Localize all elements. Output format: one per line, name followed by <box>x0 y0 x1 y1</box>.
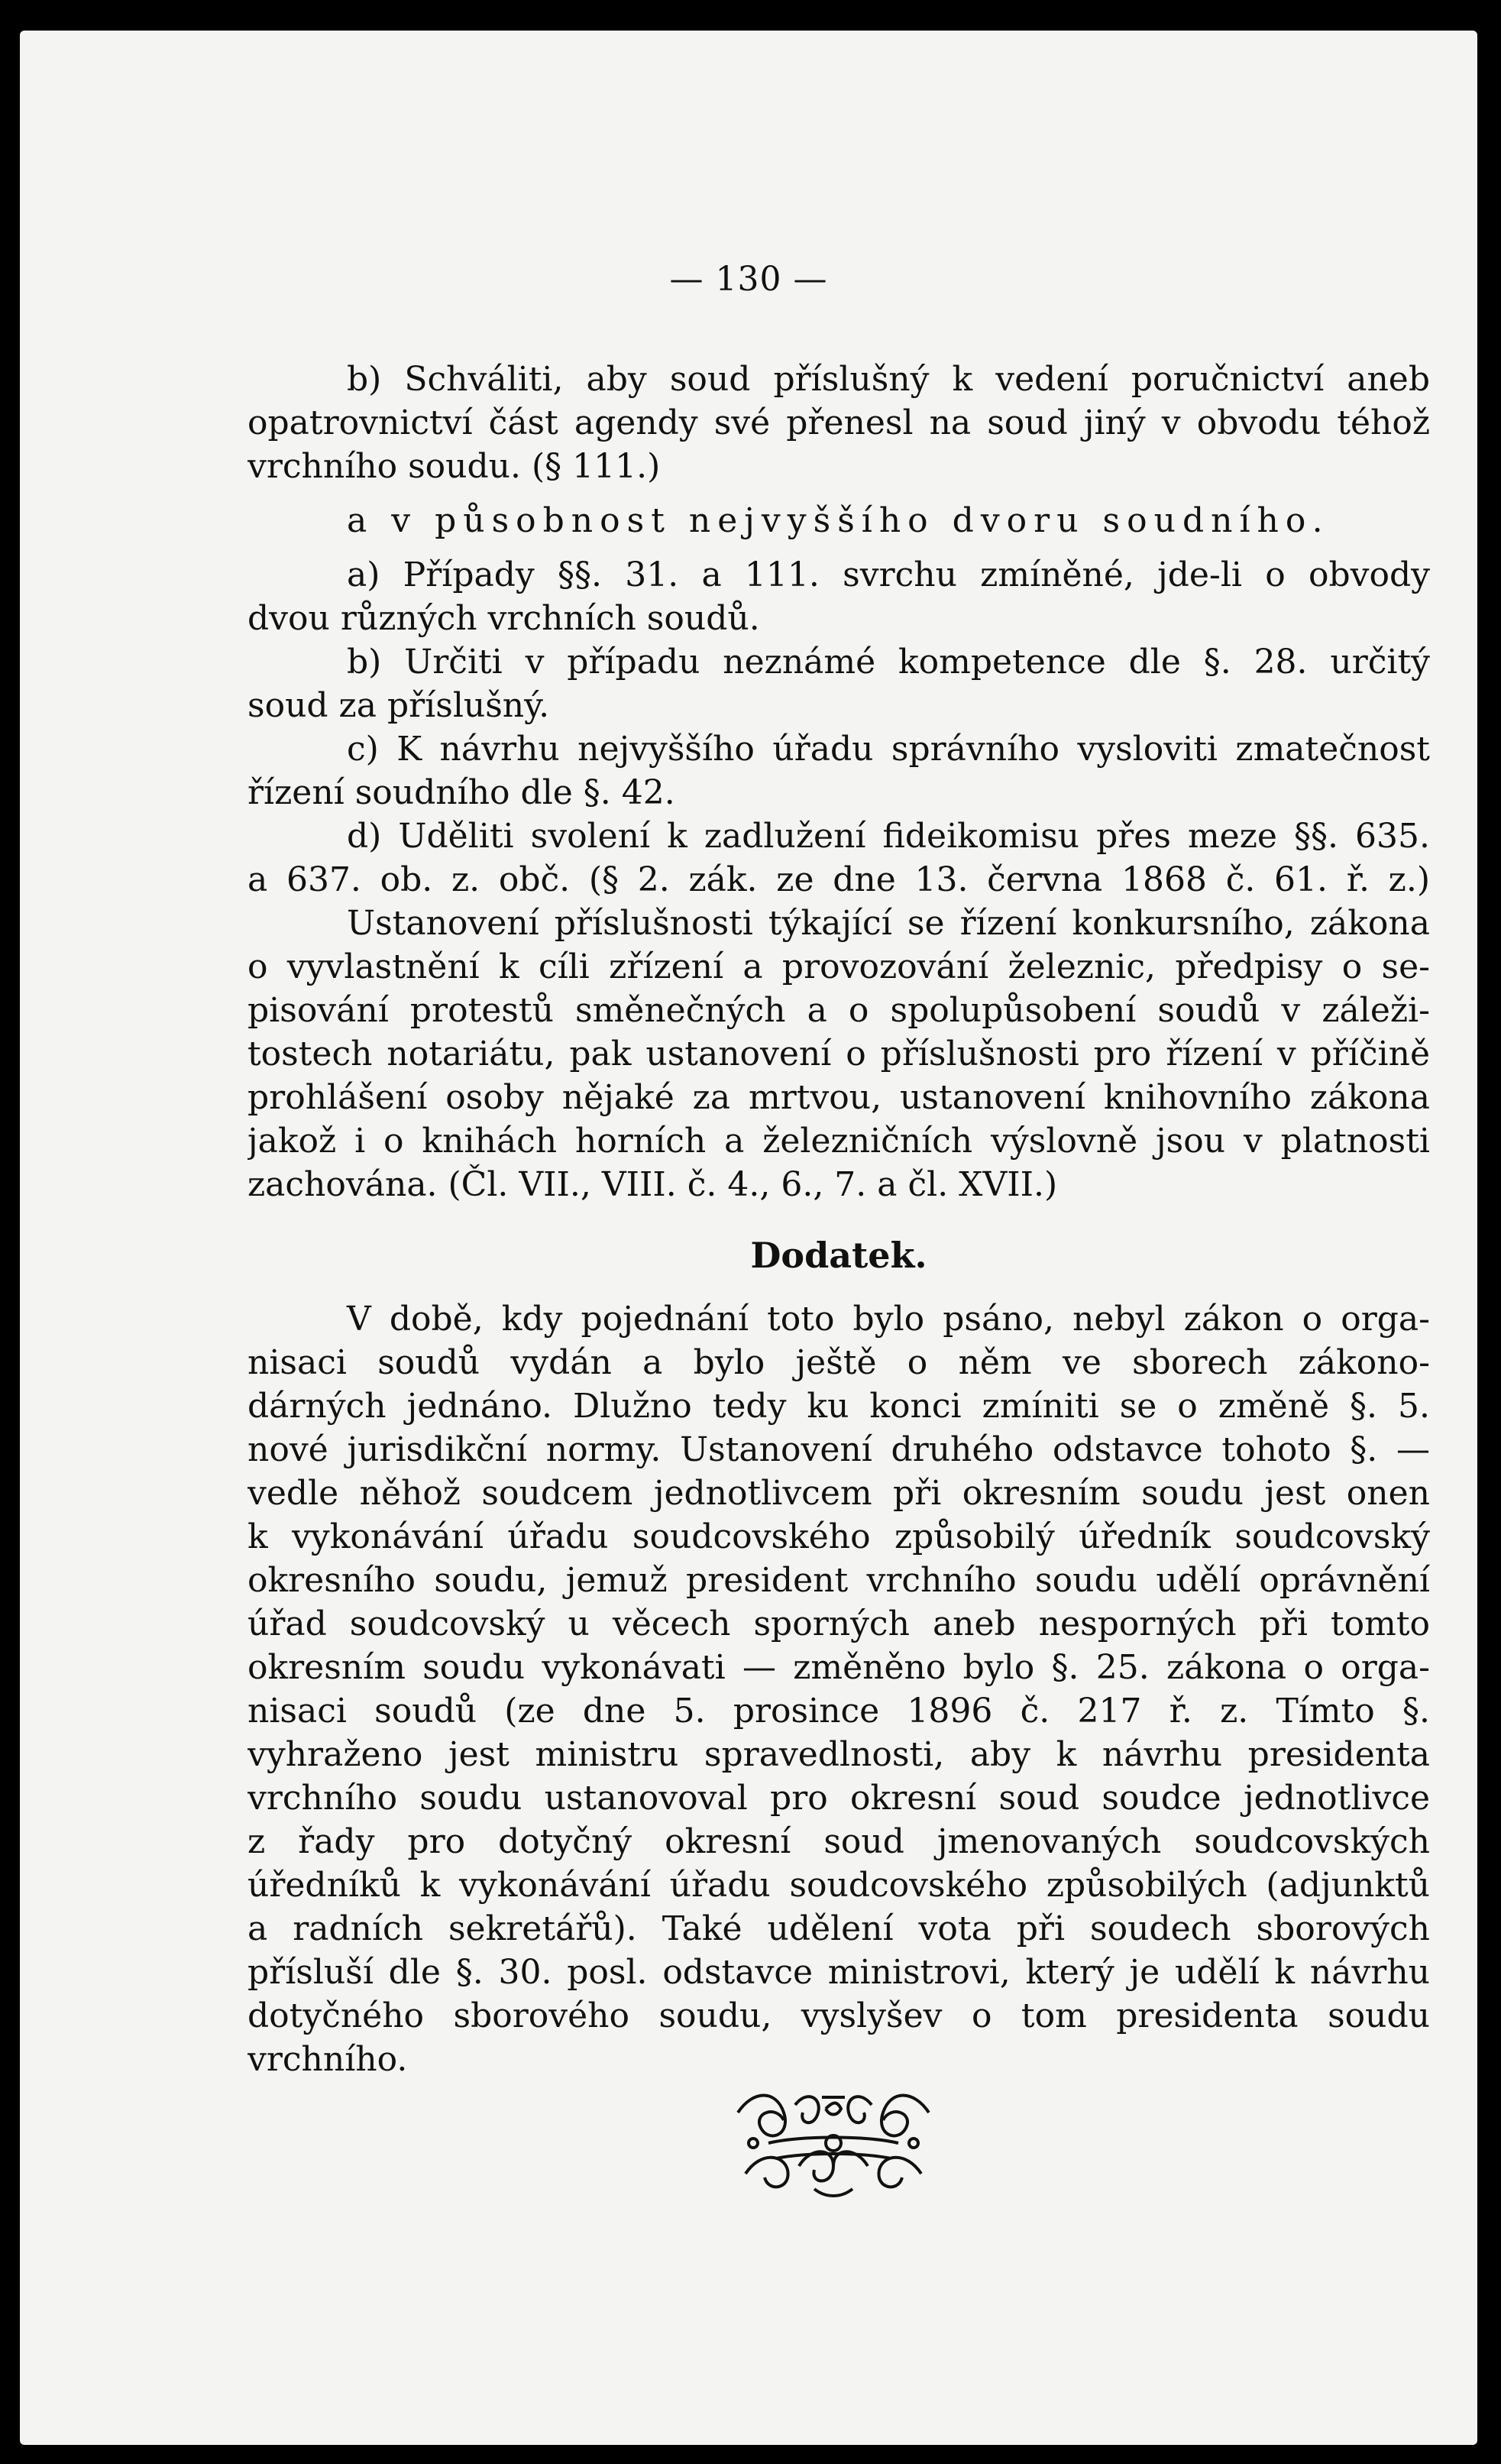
text-line: řízení soudního dle §. 42. <box>247 773 675 812</box>
dodatek-heading: Dodatek. <box>750 1235 927 1276</box>
text-line: nisaci soudů vydán a bylo ještě o něm ve sborech zákono- <box>247 1343 1430 1382</box>
text-line: vrchního soudu. (§ 111.) <box>247 447 661 486</box>
text-line: a) Případy §§. 31. a 111. svrchu zmíněné, jde-li o obvody <box>347 555 1430 594</box>
text-line: dvou různých vrchních soudů. <box>247 599 760 638</box>
text-line: nové jurisdikční normy. Ustanovení druhého odstavce tohoto §. — <box>247 1430 1430 1469</box>
text-line: dárných jednáno. Dlužno tedy ku konci zmíniti se o změně §. 5. <box>247 1387 1430 1426</box>
text-line: úředníků k vykonávání úřadu soudcovského způsobilých (adjunktů <box>247 1866 1430 1905</box>
text-line: pisování protestů směnečných a o spolupůsobení soudů v záleži- <box>247 991 1430 1030</box>
text-line: k vykonávání úřadu soudcovského způsobilý úředník soudcovský <box>247 1517 1430 1556</box>
text-line: soud za příslušný. <box>247 686 550 725</box>
book-page <box>20 31 1477 2445</box>
text-line: zachována. (Čl. VII., VIII. č. 4., 6., 7. a čl. XVII.) <box>247 1165 1058 1204</box>
text-line: prohlášení osoby nějaké za mrtvou, ustanovení knihovního zákona <box>247 1078 1430 1117</box>
text-line: opatrovnictví část agendy své přenesl na soud jiný v obvodu téhož <box>247 403 1430 442</box>
text-line: jakož i o knihách horních a železničních výslovně jsou v platnosti <box>247 1122 1430 1161</box>
text-line: c) K návrhu nejvyššího úřadu správního vysloviti zmatečnost <box>347 730 1430 769</box>
text-block <box>247 358 1430 2081</box>
text-line: b) Určiti v případu neznámé kompetence dle §. 28. určitý <box>347 643 1430 682</box>
text-line: Ustanovení příslušnosti týkající se řízení konkursního, zákona <box>347 904 1430 943</box>
text-line: okresního soudu, jemuž president vrchního soudu udělí oprávnění <box>247 1561 1430 1600</box>
page-number: — 130 — <box>669 260 828 299</box>
text-line: a 637. ob. z. obč. (§ 2. zák. ze dne 13. června 1868 č. 61. ř. z.) <box>247 860 1430 899</box>
text-line: nisaci soudů (ze dne 5. prosince 1896 č. 217 ř. z. Tímto §. <box>247 1692 1430 1731</box>
text-line: přísluší dle §. 30. posl. odstavce ministrovi, který je udělí k návrhu <box>247 1953 1430 1992</box>
text-line: b) Schváliti, aby soud příslušný k vedení poručnictví aneb <box>347 360 1430 399</box>
ornament-icon <box>723 2082 944 2204</box>
text-line: z řady pro dotyčný okresní soud jmenovaných soudcovských <box>247 1822 1430 1861</box>
section-heading: a v působnost nejvyššího dvoru soudního. <box>347 501 1330 540</box>
text-line: a radních sekretářů). Také udělení vota při soudech sborových <box>247 1909 1430 1948</box>
text-line: vyhraženo jest ministru spravedlnosti, aby k návrhu presidenta <box>247 1735 1430 1774</box>
text-line: o vyvlastnění k cíli zřízení a provozování železnic, předpisy o se- <box>247 947 1430 986</box>
text-line: tostech notariátu, pak ustanovení o příslušnosti pro řízení v příčině <box>247 1034 1430 1073</box>
text-line: úřad soudcovský u věcech sporných aneb nesporných při tomto <box>247 1604 1430 1643</box>
text-line: okresním soudu vykonávati — změněno bylo §. 25. zákona o orga- <box>247 1648 1430 1687</box>
text-line: d) Uděliti svolení k zadlužení fideikomisu přes meze §§. 635. <box>347 817 1430 856</box>
text-line: vedle něhož soudcem jednotlivcem při okresním soudu jest onen <box>247 1474 1430 1513</box>
text-line: dotyčného sborového soudu, vyslyšev o tom presidenta soudu <box>247 1996 1430 2035</box>
text-line: vrchního soudu ustanovoval pro okresní soud soudce jednotlivce <box>247 1779 1430 1818</box>
text-line: V době, kdy pojednání toto bylo psáno, nebyl zákon o orga- <box>347 1300 1430 1339</box>
text-line: vrchního. <box>247 2040 408 2079</box>
